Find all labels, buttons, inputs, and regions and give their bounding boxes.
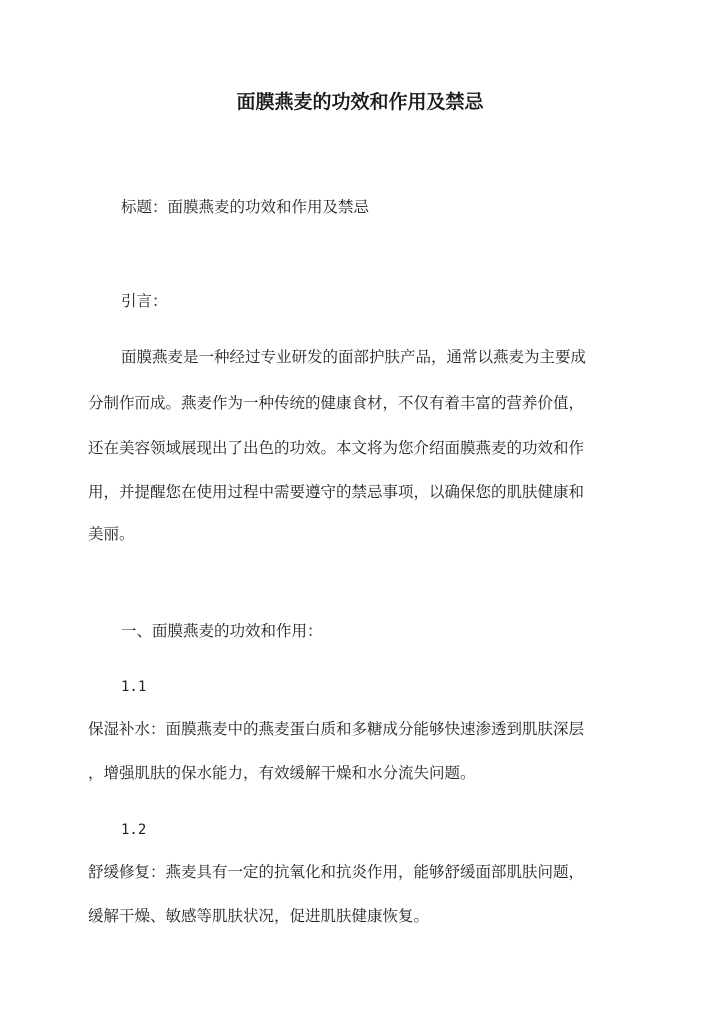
intro-line: 面膜燕麦是一种经过专业研发的面部护肤产品，通常以燕麦为主要成 — [121, 348, 587, 366]
intro-line: 分制作而成。燕麦作为一种传统的健康食材，不仅有着丰富的营养价值， — [88, 394, 585, 412]
item-number: 1.2 — [121, 822, 147, 838]
item-line: 缓解干燥、敏感等肌肤状况，促进肌肤健康恢复。 — [88, 907, 430, 925]
intro-line: 用，并提醒您在使用过程中需要遵守的禁忌事项，以确保您的肌肤健康和 — [88, 483, 585, 501]
item-line: 保湿补水：面膜燕麦中的燕麦蛋白质和多糖成分能够快速渗透到肌肤深层 — [88, 720, 585, 738]
intro-line: 还在美容领域展现出了出色的功效。本文将为您介绍面膜燕麦的功效和作 — [88, 439, 585, 457]
item-line: 舒缓修复：燕麦具有一定的抗氧化和抗炎作用，能够舒缓面部肌肤问题， — [88, 863, 585, 881]
intro-line: 美丽。 — [88, 525, 135, 543]
label-title: 标题：面膜燕麦的功效和作用及禁忌 — [121, 198, 370, 216]
section-heading: 一、面膜燕麦的功效和作用： — [121, 622, 323, 640]
intro-heading: 引言： — [121, 292, 168, 310]
document-title: 面膜燕麦的功效和作用及禁忌 — [236, 91, 484, 113]
item-line: ，增强肌肤的保水能力，有效缓解干燥和水分流失问题。 — [88, 764, 476, 782]
item-number: 1.1 — [121, 679, 147, 695]
